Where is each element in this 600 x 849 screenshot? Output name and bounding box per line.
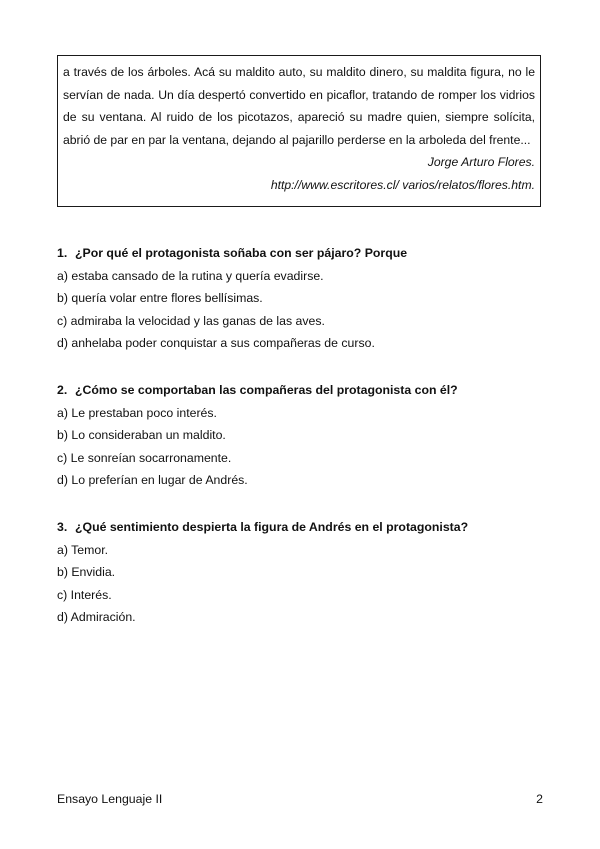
question-3-number: 3. xyxy=(57,519,68,534)
question-2-option-d: d) Lo preferían en lugar de Andrés. xyxy=(57,473,248,488)
question-2-number: 2. xyxy=(57,382,68,397)
question-2-option-b: b) Lo consideraban un maldito. xyxy=(57,428,226,443)
footer-title: Ensayo Lenguaje II xyxy=(57,792,163,806)
question-2-title xyxy=(57,379,543,402)
question-3-option-a: a) Temor. xyxy=(57,542,109,557)
question-1-option-c: c) admiraba la velocidad y las ganas de las aves. xyxy=(57,313,325,328)
passage-text: a través de los árboles. Acá su maldito auto, su maldito dinero, su maldita figura, no le servían de nada. Un día despertó convertido en picaflor, tratando de romper los vidrios de su ventana. Al ruido de los picotazos, apareció su madre quien, siempre solícita, abrió de par en par la ventana, dejando al pajarillo perderse en la arboleda del frente... xyxy=(63,65,535,147)
question-1-option-d: d) anhelaba poder conquistar a sus compañeras de curso. xyxy=(57,336,375,351)
passage-source-url: http://www.escritores.cl/ varios/relatos/flores.htm. xyxy=(270,177,535,192)
question-1-option-a: a) estaba cansado de la rutina y quería evadirse. xyxy=(57,268,324,283)
question-3-option-c: c) Interés. xyxy=(57,587,112,602)
reading-passage-box xyxy=(57,55,541,207)
question-1-number: 1. xyxy=(57,246,68,260)
passage-author: Jorge Arturo Flores. xyxy=(427,155,535,169)
question-2-option-c: c) Le sonreían socarronamente. xyxy=(57,450,232,465)
question-3 xyxy=(57,516,543,629)
question-1 xyxy=(57,242,543,355)
question-1-option-b: b) quería volar entre flores bellísimas. xyxy=(57,291,263,306)
question-3-option-b: b) Envidia. xyxy=(57,565,116,580)
question-3-option-d: d) Admiración. xyxy=(57,610,136,625)
question-2-text: ¿Cómo se comportaban las compañeras del protagonista con él? xyxy=(75,382,458,397)
questions-section xyxy=(57,242,543,653)
question-2 xyxy=(57,379,543,492)
question-1-title xyxy=(57,242,543,265)
question-1-text: ¿Por qué el protagonista soñaba con ser pájaro? Porque xyxy=(75,246,408,260)
question-2-option-a: a) Le prestaban poco interés. xyxy=(57,405,217,420)
question-3-title xyxy=(57,516,543,539)
page-number: 2 xyxy=(536,792,543,806)
question-3-text: ¿Qué sentimiento despierta la figura de Andrés en el protagonista? xyxy=(75,519,469,534)
